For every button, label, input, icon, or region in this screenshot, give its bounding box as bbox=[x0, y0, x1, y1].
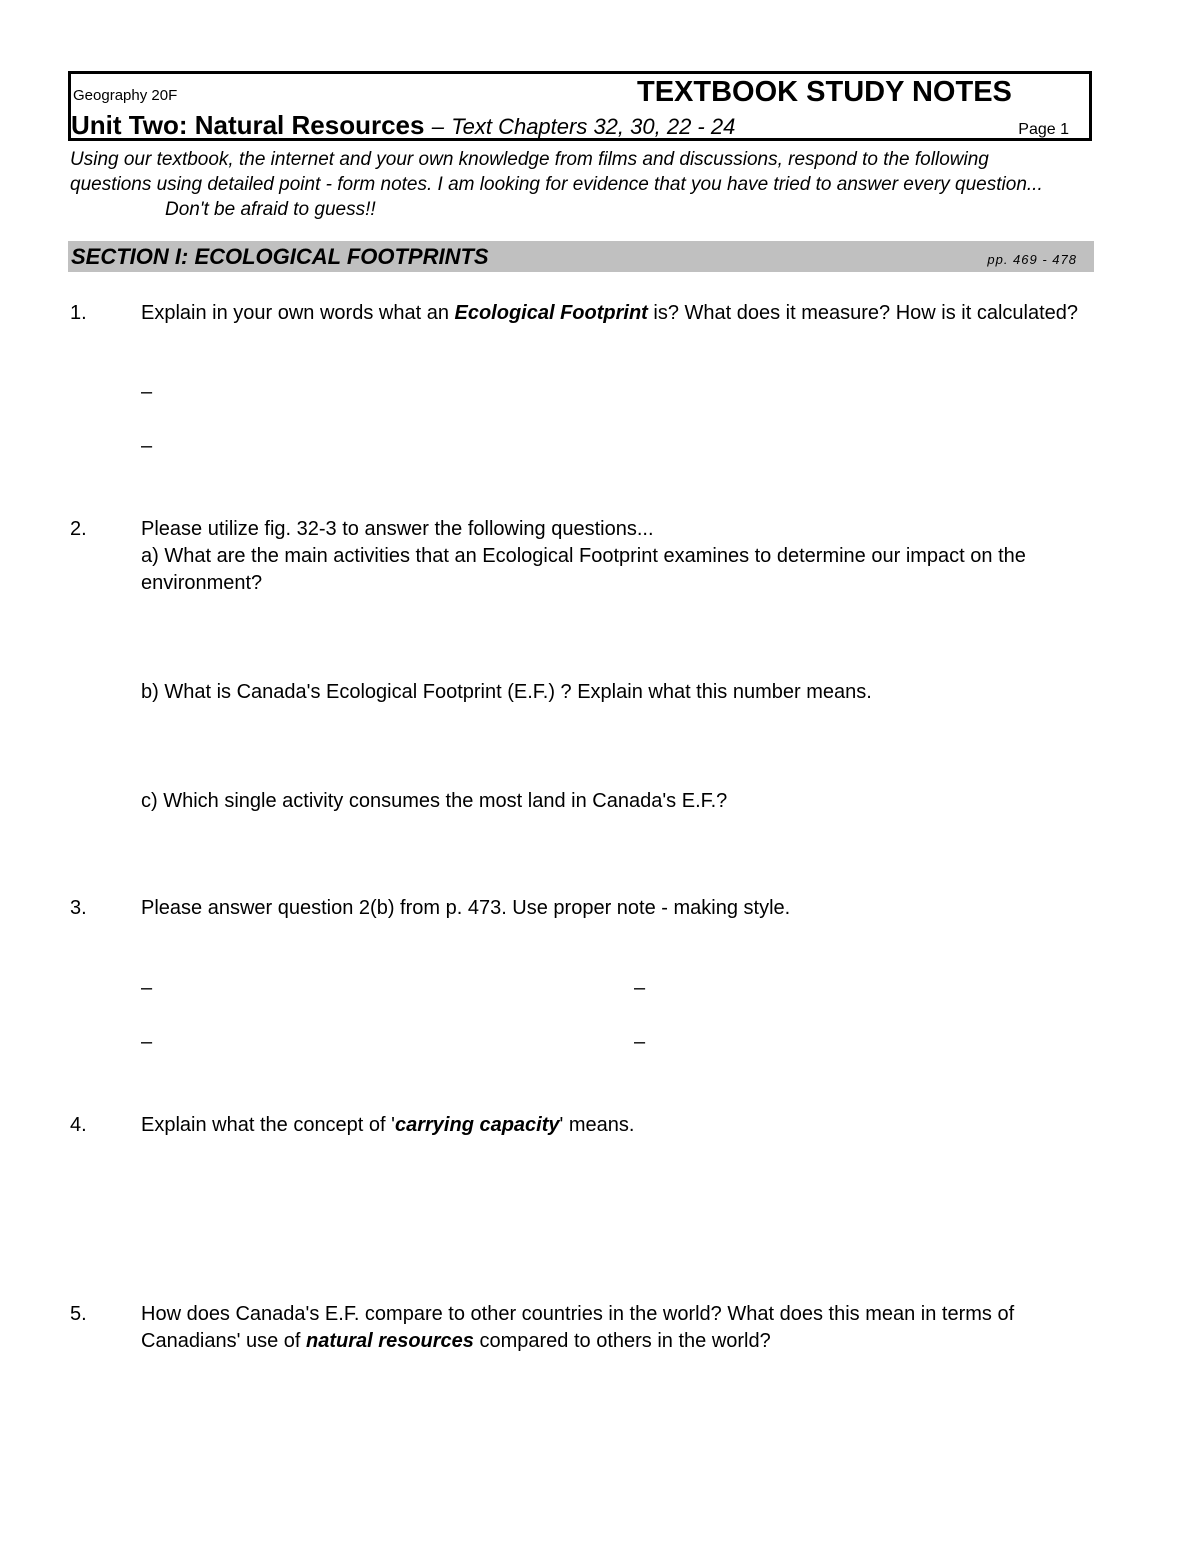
question-1 bbox=[70, 300, 1100, 327]
question-text-part: compared to others in the world? bbox=[473, 1330, 771, 1352]
question-number: 2. bbox=[70, 518, 87, 540]
question-number: 4. bbox=[70, 1114, 87, 1136]
question-text bbox=[141, 1301, 1100, 1355]
instructions-guess: Don't be afraid to guess!! bbox=[165, 199, 376, 220]
question-4 bbox=[70, 1112, 1100, 1139]
key-term: natural resources bbox=[306, 1330, 474, 1352]
question-part-a: a) What are the main activities that an Ecological Footprint examines to determine our impact on the environment? bbox=[141, 545, 1026, 594]
course-name: Geography 20F bbox=[73, 87, 178, 104]
question-2 bbox=[70, 516, 1100, 597]
question-number: 5. bbox=[70, 1303, 87, 1325]
answer-dash: – bbox=[141, 435, 153, 457]
question-2c bbox=[70, 788, 1100, 815]
unit-separator: – bbox=[431, 114, 444, 139]
document-title: TEXTBOOK STUDY NOTES bbox=[637, 76, 1012, 108]
unit-line bbox=[71, 110, 735, 141]
question-number: 1. bbox=[70, 302, 87, 324]
section-heading bbox=[68, 241, 1094, 272]
question-text-part: Explain in your own words what an bbox=[141, 302, 455, 324]
unit-title: Unit Two: Natural Resources bbox=[71, 110, 425, 140]
answer-dash: – bbox=[634, 977, 646, 999]
section-title: SECTION I: ECOLOGICAL FOOTPRINTS bbox=[71, 244, 489, 269]
question-3 bbox=[70, 895, 1100, 922]
question-text-part: is? What does it measure? How is it calculated? bbox=[647, 302, 1079, 324]
question-text bbox=[141, 300, 1100, 327]
question-text: Please utilize fig. 32-3 to answer the following questions... bbox=[141, 518, 654, 540]
answer-dash: – bbox=[141, 381, 153, 403]
answer-dash: – bbox=[634, 1031, 646, 1053]
question-text-part: ' means. bbox=[559, 1114, 635, 1136]
question-part-b: b) What is Canada's Ecological Footprint (E.F.) ? Explain what this number means. bbox=[141, 681, 872, 703]
key-term: carrying capacity bbox=[394, 1114, 560, 1136]
instructions bbox=[70, 147, 1070, 222]
header-box bbox=[68, 71, 1092, 141]
key-term: Ecological Footprint bbox=[454, 302, 648, 324]
answer-dash: – bbox=[141, 1031, 153, 1053]
unit-chapters: Text Chapters 32, 30, 22 - 24 bbox=[451, 114, 736, 139]
question-5 bbox=[70, 1301, 1100, 1355]
page-number: Page 1 bbox=[1018, 121, 1069, 138]
question-text bbox=[141, 1112, 1100, 1139]
answer-dash: – bbox=[141, 977, 153, 999]
instructions-text: Using our textbook, the internet and your own knowledge from films and discussions, respond to the following questions using detailed point - form notes. I am looking for evidence that you have tried to answer every question... bbox=[70, 149, 1043, 195]
question-number: 3. bbox=[70, 897, 87, 919]
question-text: Please answer question 2(b) from p. 473. Use proper note - making style. bbox=[141, 897, 791, 919]
question-2b bbox=[70, 679, 1100, 706]
section-pages: pp. 469 - 478 bbox=[987, 252, 1077, 267]
question-part-c: c) Which single activity consumes the most land in Canada's E.F.? bbox=[141, 790, 728, 812]
question-text-part: Explain what the concept of ' bbox=[141, 1114, 395, 1136]
question-text-part: How does Canada's E.F. compare to other countries in the world? What does this mean in terms of Canadians' use of bbox=[141, 1303, 1015, 1352]
